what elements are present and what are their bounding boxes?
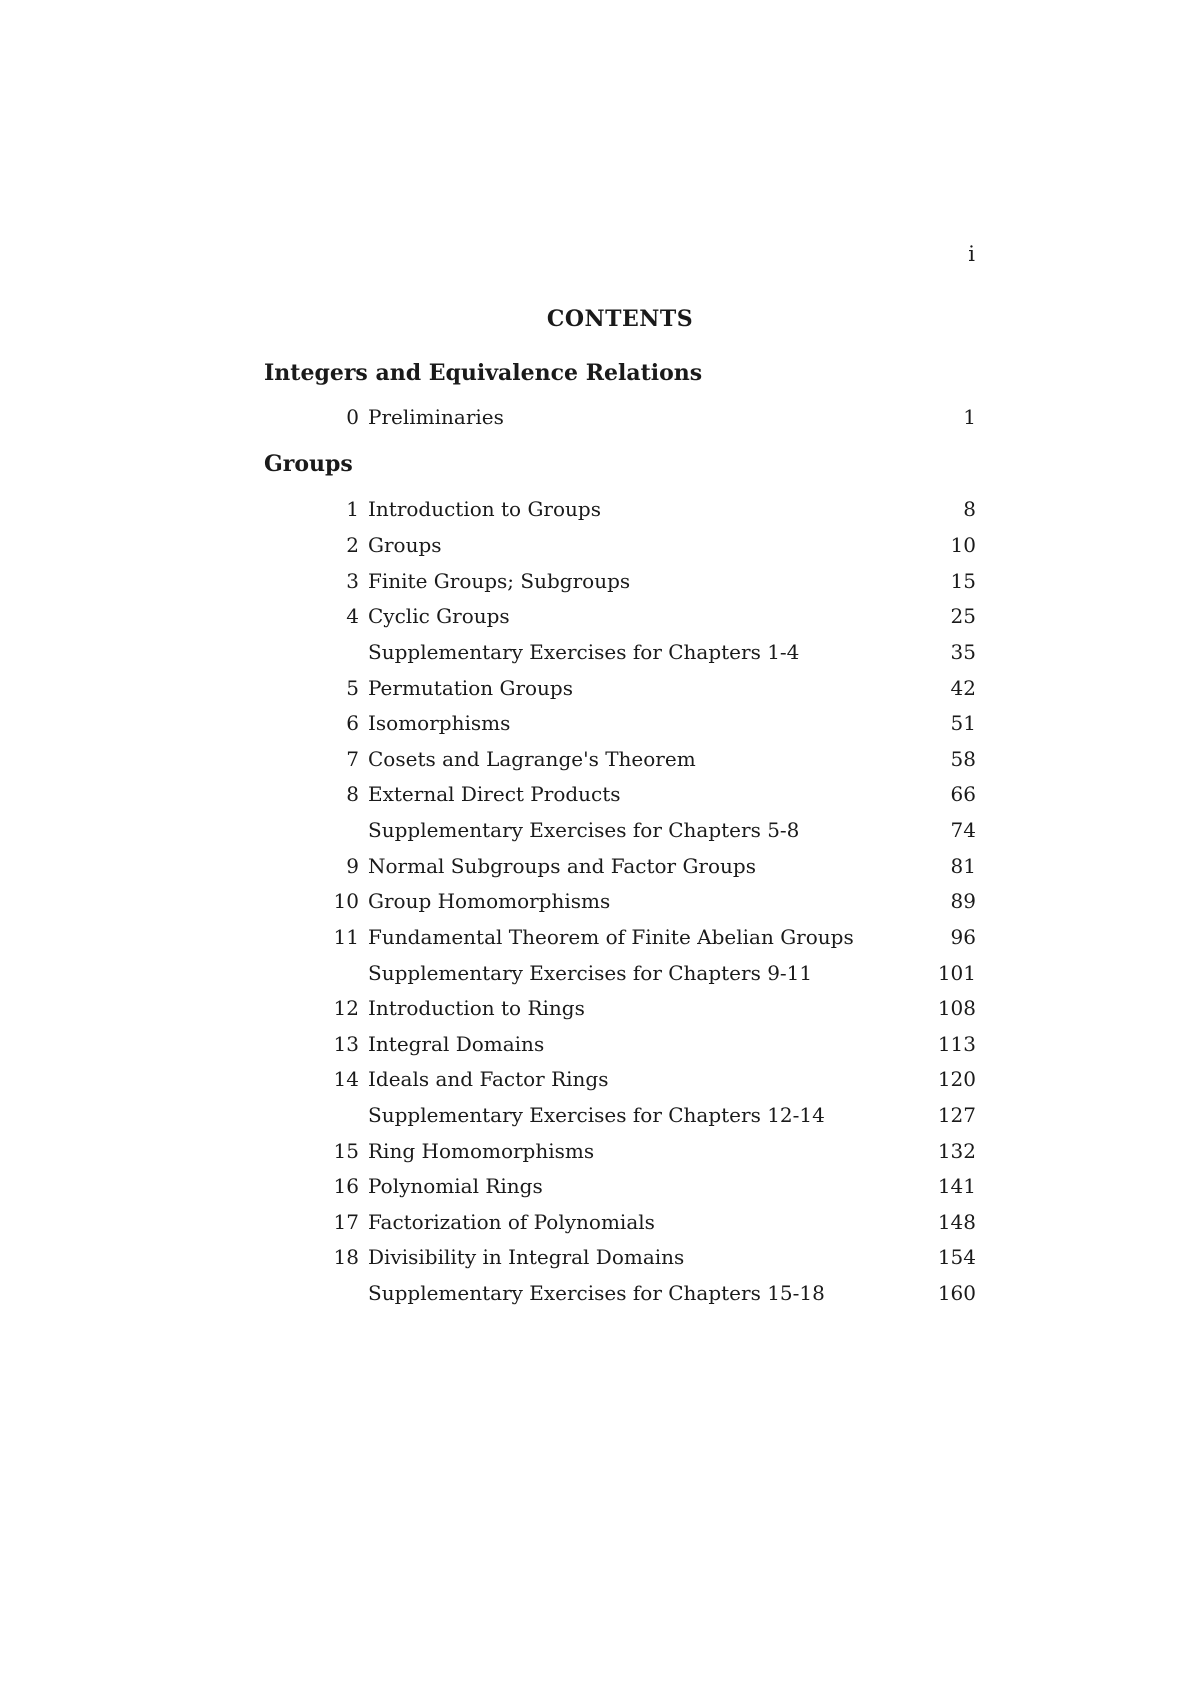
toc-entry (264, 1064, 976, 1094)
chapter-title: Ring Homomorphisms (368, 1139, 595, 1163)
page-ref: 35 (950, 640, 976, 664)
page-ref: 160 (937, 1281, 976, 1305)
contents-title: CONTENTS (546, 306, 694, 332)
toc-entry (264, 1207, 976, 1237)
page-ref: 25 (950, 604, 976, 628)
toc-entry (264, 1029, 976, 1059)
chapter-title: Introduction to Rings (368, 996, 585, 1020)
toc-entry (264, 779, 976, 809)
page-ref: 108 (937, 996, 976, 1020)
chapter-title: Cyclic Groups (368, 604, 510, 628)
toc-entry (264, 993, 976, 1023)
chapter-title: Supplementary Exercises for Chapters 1-4 (368, 640, 800, 664)
chapter-number: 8 (346, 782, 359, 806)
toc-entry (264, 402, 976, 432)
toc-entry (264, 1242, 976, 1272)
chapter-title: Preliminaries (368, 405, 504, 429)
page-ref: 141 (937, 1174, 976, 1198)
toc-entry (264, 1100, 976, 1130)
chapter-title: Integral Domains (368, 1032, 545, 1056)
page-ref: 8 (963, 497, 976, 521)
toc-entry (264, 815, 976, 845)
chapter-number: 14 (333, 1067, 359, 1091)
chapter-number: 13 (333, 1032, 359, 1056)
chapter-number: 11 (333, 925, 359, 949)
page-ref: 74 (950, 818, 976, 842)
chapter-title: Ideals and Factor Rings (368, 1067, 609, 1091)
page-ref: 42 (950, 676, 976, 700)
page-ref: 58 (950, 747, 976, 771)
page-ref: 89 (950, 889, 976, 913)
chapter-number: 16 (333, 1174, 359, 1198)
page-ref: 127 (937, 1103, 976, 1127)
toc-entry (264, 958, 976, 988)
page-ref: 101 (937, 961, 976, 985)
page-ref: 81 (950, 854, 976, 878)
toc-entry (264, 637, 976, 667)
chapter-number: 12 (333, 996, 359, 1020)
toc-entry (264, 673, 976, 703)
page-ref: 10 (950, 533, 976, 557)
chapter-title: Group Homomorphisms (368, 889, 611, 913)
toc-entry (264, 1171, 976, 1201)
chapter-number: 15 (333, 1139, 359, 1163)
toc-entry (264, 744, 976, 774)
chapter-title: Permutation Groups (368, 676, 573, 700)
toc-entry (264, 922, 976, 952)
page-ref: 120 (937, 1067, 976, 1091)
toc-entry (264, 1136, 976, 1166)
chapter-title: Fundamental Theorem of Finite Abelian Groups (368, 925, 854, 949)
chapter-number: 6 (346, 711, 359, 735)
toc-entry (264, 566, 976, 596)
page-ref: 66 (950, 782, 976, 806)
chapter-title: Isomorphisms (368, 711, 511, 735)
chapter-number: 17 (333, 1210, 359, 1234)
chapter-title: Divisibility in Integral Domains (368, 1245, 685, 1269)
page-ref: 132 (937, 1139, 976, 1163)
chapter-number: 2 (346, 533, 359, 557)
chapter-number: 1 (346, 497, 359, 521)
chapter-title: Cosets and Lagrange's Theorem (368, 747, 696, 771)
toc-entry (264, 530, 976, 560)
chapter-title: Groups (368, 533, 442, 557)
toc-entry (264, 851, 976, 881)
chapter-number: 18 (333, 1245, 359, 1269)
chapter-number: 3 (346, 569, 359, 593)
chapter-title: Normal Subgroups and Factor Groups (368, 854, 756, 878)
chapter-title: External Direct Products (368, 782, 621, 806)
chapter-title: Supplementary Exercises for Chapters 9-11 (368, 961, 813, 985)
toc-entry (264, 708, 976, 738)
toc-entry (264, 601, 976, 631)
page-ref: 51 (950, 711, 976, 735)
chapter-number: 7 (346, 747, 359, 771)
chapter-title: Introduction to Groups (368, 497, 601, 521)
chapter-number: 4 (346, 604, 359, 628)
section-heading: Integers and Equivalence Relations (264, 360, 703, 386)
chapter-number: 0 (346, 405, 359, 429)
chapter-number: 5 (346, 676, 359, 700)
page-ref: 154 (937, 1245, 976, 1269)
chapter-title: Supplementary Exercises for Chapters 5-8 (368, 818, 800, 842)
toc-entry (264, 1278, 976, 1308)
toc-entry (264, 886, 976, 916)
chapter-number: 10 (333, 889, 359, 913)
chapter-title: Finite Groups; Subgroups (368, 569, 631, 593)
page-ref: 148 (937, 1210, 976, 1234)
page-ref: 15 (950, 569, 976, 593)
chapter-title: Supplementary Exercises for Chapters 12-14 (368, 1103, 825, 1127)
page-ref: 96 (950, 925, 976, 949)
page-ref: 1 (963, 405, 976, 429)
page-number: i (968, 242, 975, 266)
toc-entry (264, 494, 976, 524)
chapter-number: 9 (346, 854, 359, 878)
chapter-title: Factorization of Polynomials (368, 1210, 655, 1234)
chapter-title: Polynomial Rings (368, 1174, 543, 1198)
page-ref: 113 (937, 1032, 976, 1056)
chapter-title: Supplementary Exercises for Chapters 15-18 (368, 1281, 825, 1305)
section-heading: Groups (264, 451, 353, 477)
